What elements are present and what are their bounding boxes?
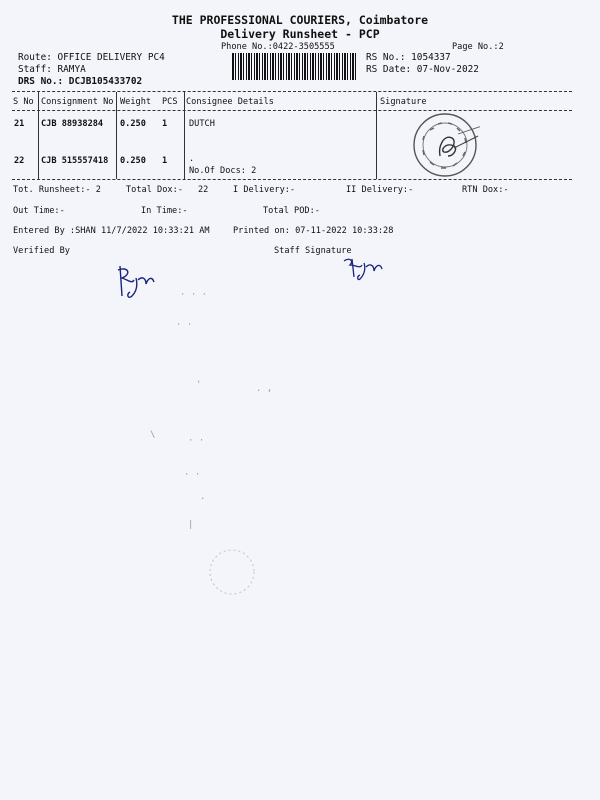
header-consignee: Consignee Details bbox=[186, 97, 274, 107]
printed-on: Printed on: 07-11-2022 10:33:28 bbox=[233, 226, 394, 236]
col-divider bbox=[38, 92, 39, 179]
scan-speck: . bbox=[200, 492, 206, 502]
row-consignment: CJB 515557418 bbox=[41, 156, 109, 166]
header-pcs: PCS bbox=[162, 97, 178, 107]
scan-speck: · · bbox=[176, 320, 193, 330]
company-name: THE PROFESSIONAL COURIERS, Coimbatore bbox=[171, 13, 429, 27]
drs-number: DRS No.: DCJB105433702 bbox=[18, 76, 143, 87]
runsheet-title: Delivery Runsheet - PCP bbox=[220, 27, 380, 41]
staff: Staff: RAMYA bbox=[18, 64, 86, 75]
phone-number: Phone No.:0422-3505555 bbox=[221, 42, 335, 52]
header-consignment: Consignment No bbox=[41, 97, 114, 107]
col-divider bbox=[376, 92, 377, 179]
table-header-rule bbox=[12, 110, 572, 111]
row-weight: 0.250 bbox=[120, 156, 146, 166]
in-time: In Time:- bbox=[141, 206, 188, 216]
entered-by: Entered By :SHAN 11/7/2022 10:33:21 AM bbox=[13, 226, 210, 236]
row-pcs: 1 bbox=[162, 119, 168, 129]
staff-signature bbox=[340, 255, 386, 283]
header-sno: S No bbox=[13, 97, 34, 107]
out-time: Out Time:- bbox=[13, 206, 65, 216]
page-number: Page No.:2 bbox=[452, 42, 504, 52]
route: Route: OFFICE DELIVERY PC4 bbox=[18, 52, 165, 63]
row-consignee: . bbox=[189, 154, 195, 164]
scan-speck: | bbox=[188, 520, 194, 530]
row-pcs: 1 bbox=[162, 156, 168, 166]
barcode bbox=[232, 53, 356, 80]
rs-number: RS No.: 1054337 bbox=[366, 52, 451, 63]
verifier-signature bbox=[108, 262, 160, 302]
row-consignment: CJB 88938284 bbox=[41, 119, 104, 129]
table-top-rule bbox=[12, 91, 572, 92]
row-consignee: DUTCH bbox=[189, 119, 215, 129]
col-divider bbox=[116, 92, 117, 179]
row-sno: 22 bbox=[14, 156, 25, 166]
scan-speck: ' bbox=[196, 380, 202, 390]
row-sno: 21 bbox=[14, 119, 25, 129]
rtn-dox: RTN Dox:- bbox=[462, 185, 509, 195]
table-bottom-rule bbox=[12, 179, 572, 180]
tot-runsheet: Tot. Runsheet:- 2 bbox=[13, 185, 101, 195]
staff-signature-label: Staff Signature bbox=[274, 246, 352, 256]
scan-speck: · · bbox=[184, 470, 201, 480]
scan-speck: \ bbox=[150, 430, 156, 440]
header-signature: Signature bbox=[380, 97, 427, 107]
delivery-stamp bbox=[410, 110, 480, 180]
total-dox-value: 22 bbox=[198, 185, 209, 195]
row-docs-count: No.Of Docs: 2 bbox=[189, 166, 257, 176]
i-delivery: I Delivery:- bbox=[233, 185, 296, 195]
header-weight: Weight bbox=[120, 97, 152, 107]
scan-speck: . , bbox=[256, 384, 273, 394]
scan-speck: · · · bbox=[180, 290, 208, 300]
col-divider bbox=[184, 92, 185, 179]
ii-delivery: II Delivery:- bbox=[346, 185, 414, 195]
total-pod: Total POD:- bbox=[263, 206, 320, 216]
row-weight: 0.250 bbox=[120, 119, 146, 129]
total-dox-label: Total Dox:- bbox=[126, 185, 183, 195]
verified-by: Verified By bbox=[13, 246, 70, 256]
faint-stamp-mark bbox=[198, 548, 268, 598]
scan-speck: · · bbox=[188, 436, 205, 446]
rs-date: RS Date: 07-Nov-2022 bbox=[366, 64, 479, 75]
